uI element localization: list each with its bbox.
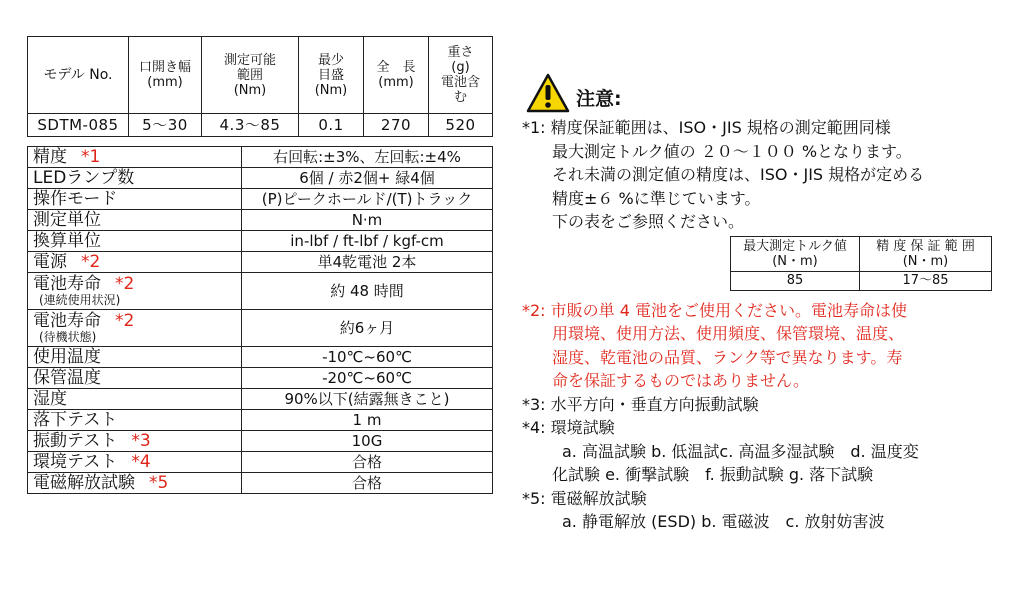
- spec-value: -10℃~60℃: [242, 347, 493, 368]
- footnote-mark: *4: [131, 451, 151, 472]
- spec-label-cell: [28, 189, 242, 210]
- spec-label: 測定単位: [33, 209, 101, 230]
- header-model-no: モデル No.: [28, 37, 129, 114]
- spec-value: N·m: [242, 210, 493, 231]
- footnote-mark: *2: [115, 274, 135, 294]
- notes-panel: [522, 70, 1012, 534]
- note-4-title: *4: 環境試験: [522, 418, 615, 437]
- header-length: 全 長 (mm): [364, 37, 429, 114]
- spec-value: 6個 / 赤2個+ 緑4個: [242, 168, 493, 189]
- note-1-line-4: 精度±６ %に準じています。: [552, 188, 761, 208]
- spec-label: 保管温度: [33, 367, 101, 388]
- spec-label-cell: [28, 452, 242, 473]
- spec-row: [28, 210, 493, 231]
- spec-value: (P)ピークホールド/(T)トラック: [242, 189, 493, 210]
- spec-value: in-lbf / ft-lbf / kgf-cm: [242, 231, 493, 252]
- spec-value: 単4乾電池 2本: [242, 252, 493, 273]
- tol-cell-max-torque: 85: [731, 271, 860, 290]
- spec-row: [28, 410, 493, 431]
- footnote-mark: *5: [149, 472, 169, 493]
- spec-label-cell: [28, 473, 242, 494]
- note-2-line-1: *2: 市販の単 4 電池をご使用ください。電池寿命は使: [522, 300, 908, 320]
- spec-value: 1 m: [242, 410, 493, 431]
- spec-row: [28, 147, 493, 168]
- spec-row: [28, 389, 493, 410]
- spec-label: 落下テスト: [33, 409, 118, 430]
- spec-label-cell: [28, 431, 242, 452]
- note-2-line-4: 命を保証するものではありません。: [552, 371, 809, 390]
- spec-value: 合格: [242, 452, 493, 473]
- spec-label-cell: [28, 410, 242, 431]
- note-1-line-3: それ未満の測定値の精度は、ISO・JIS 規格が定める: [552, 165, 925, 184]
- spec-label: 湿度: [33, 388, 67, 409]
- footnote-mark: *1: [81, 146, 101, 167]
- spec-label: 使用温度: [33, 346, 101, 367]
- spec-label-cell: [28, 368, 242, 389]
- spec-label: 電池寿命: [33, 311, 101, 331]
- spec-label-cell: [28, 389, 242, 410]
- cell-length: 270: [364, 114, 429, 137]
- spec-label-cell: [28, 252, 242, 273]
- spec-row: [28, 452, 493, 473]
- spec-row: [28, 473, 493, 494]
- spec-label: 電磁解放試験: [33, 472, 135, 493]
- header-weight: 重さ (g) 電池含 む: [429, 37, 493, 114]
- tol-header-max-torque: 最大測定トルク値 (N・m): [731, 236, 860, 271]
- spec-sub-label: (待機状態): [39, 330, 97, 344]
- spec-label-cell: [28, 231, 242, 252]
- spec-row: [28, 310, 493, 347]
- note-4-line-2: 化試験 e. 衝撃試験 f. 振動試験 g. 落下試験: [552, 465, 874, 484]
- cell-opening: 5〜30: [129, 114, 202, 137]
- tol-cell-range: 17〜85: [860, 271, 992, 290]
- tol-header-range: 精 度 保 証 範 囲 (N・m): [860, 236, 992, 271]
- spec-label-cell: [28, 273, 242, 310]
- spec-row: [28, 252, 493, 273]
- cell-weight: 520: [429, 114, 493, 137]
- warning-label: 注意:: [576, 88, 622, 111]
- spec-row: [28, 189, 493, 210]
- note-2-line-3: 湿度、乾電池の品質、ランク等で異なります。寿: [552, 347, 903, 367]
- spec-row: [28, 231, 493, 252]
- note-5-line: a. 静電解放 (ESD) b. 電磁波 c. 放射妨害波: [562, 512, 885, 531]
- note-1-line-5: 下の表をご参照ください。: [552, 212, 745, 231]
- spec-label: 操作モード: [33, 188, 118, 209]
- model-table-header-row: [28, 37, 493, 114]
- footnote-mark: *3: [131, 430, 151, 451]
- spec-value: 90%以下(結露無きこと): [242, 389, 493, 410]
- header-min-scale: 最少 目盛 (Nm): [299, 37, 364, 114]
- note-3: *3: 水平方向・垂直方向振動試験: [522, 394, 759, 414]
- spec-label: 環境テスト: [33, 451, 118, 472]
- spec-row: [28, 431, 493, 452]
- footnote-mark: *2: [115, 311, 135, 331]
- spec-value: 右回転:±3%、左回転:±4%: [242, 147, 493, 168]
- spec-label: 電源: [33, 251, 67, 272]
- note-1-line-1: *1: 精度保証範囲は、ISO・JIS 規格の測定範囲同様: [522, 118, 891, 137]
- spec-label-cell: [28, 168, 242, 189]
- spec-label: LEDランプ数: [33, 167, 135, 188]
- spec-label-cell: [28, 147, 242, 168]
- spec-label-cell: [28, 310, 242, 347]
- cell-min-scale: 0.1: [299, 114, 364, 137]
- model-table: [27, 36, 493, 137]
- header-measurable-range: 測定可能 範囲 (Nm): [202, 37, 299, 114]
- cell-range: 4.3〜85: [202, 114, 299, 137]
- spec-table: [27, 146, 493, 494]
- spec-label: 換算単位: [33, 230, 101, 251]
- spec-label: 電池寿命: [33, 274, 101, 294]
- spec-label-cell: [28, 210, 242, 231]
- warning-triangle-icon: [526, 73, 570, 113]
- spec-row: [28, 168, 493, 189]
- spec-row: [28, 273, 493, 310]
- spec-label: 振動テスト: [33, 430, 118, 451]
- spec-value: 合格: [242, 473, 493, 494]
- note-4-line-1: a. 高温試験 b. 低温試c. 高温多湿試験 d. 温度変: [562, 441, 919, 461]
- note-5-title: *5: 電磁解放試験: [522, 488, 647, 508]
- spec-row: [28, 347, 493, 368]
- note-1-line-2: 最大測定トルク値の ２０〜１００ %となります。: [552, 141, 912, 161]
- tolerance-table: [730, 236, 992, 291]
- model-table-row: [28, 114, 493, 137]
- spec-sub-label: (連続使用状況): [39, 293, 121, 307]
- spec-value: 約 48 時間: [242, 273, 493, 310]
- footnote-mark: *2: [81, 251, 101, 272]
- header-opening-width: 口開き幅 (mm): [129, 37, 202, 114]
- spec-value: -20℃~60℃: [242, 368, 493, 389]
- spec-value: 10G: [242, 431, 493, 452]
- spec-row: [28, 368, 493, 389]
- warning-heading: [526, 70, 1012, 116]
- spec-label-cell: [28, 347, 242, 368]
- spec-label: 精度: [33, 146, 67, 167]
- cell-model: SDTM-085: [28, 114, 129, 137]
- note-2-line-2: 用環境、使用方法、使用頻度、保管環境、温度、: [552, 324, 905, 343]
- spec-value: 約6ヶ月: [242, 310, 493, 347]
